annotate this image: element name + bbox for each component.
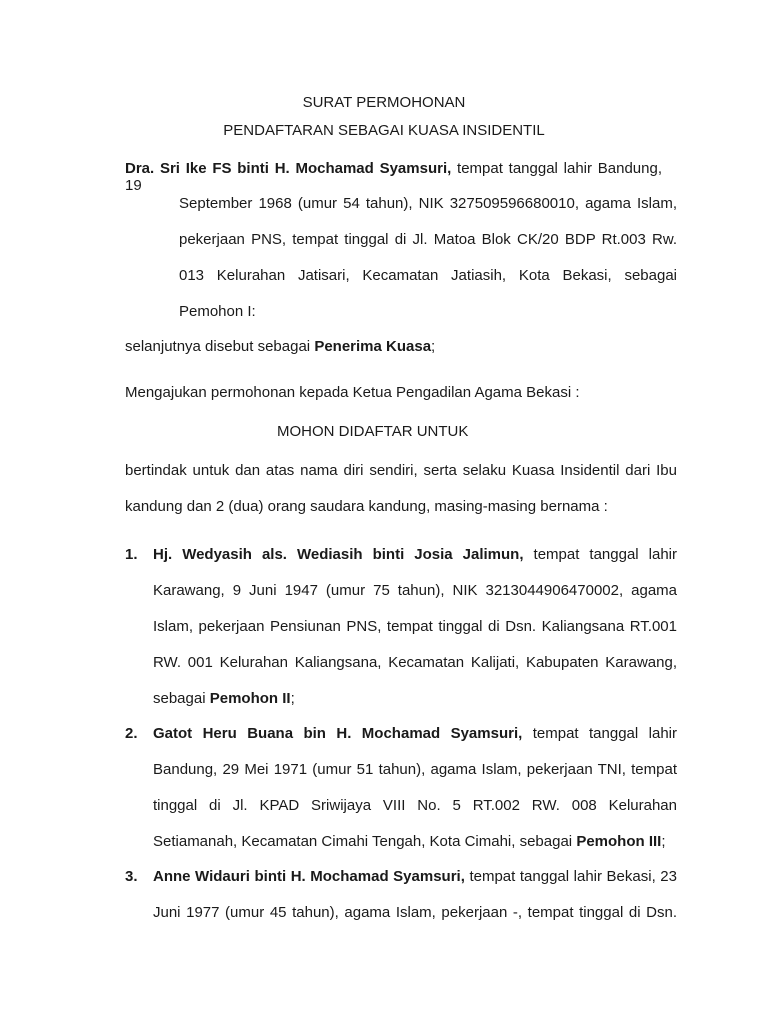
penerima-kuasa-label: Penerima Kuasa (314, 338, 432, 355)
penerima-kuasa-line (125, 338, 435, 355)
item1-line4: RW. 001 Kelurahan Kaliangsana, Kecamatan Kalijati, Kabupaten Karawang, (153, 654, 677, 671)
bertindak-line2: kandung dan 2 (dua) orang saudara kandung, masing-masing bernama : (125, 498, 608, 515)
item2-pemohon-label: Pemohon III (576, 833, 662, 850)
document-subtitle: PENDAFTARAN SEBAGAI KUASA INSIDENTIL (223, 122, 545, 139)
item2-line4-suffix: ; (661, 833, 666, 850)
item3-name: Anne Widauri binti H. Mochamad Syamsuri, (153, 868, 465, 885)
item1-pemohon-label: Pemohon II (209, 690, 291, 707)
item1-name: Hj. Wedyasih als. Wediasih binti Josia Jalimun, (153, 546, 524, 563)
item2-line1-rest: tempat tanggal lahir (532, 725, 678, 742)
penerima-prefix: selanjutnya disebut sebagai (125, 338, 311, 355)
pemohon1-line5: Pemohon I: (179, 303, 256, 320)
item1-line1 (153, 546, 677, 568)
pemohon1-line2: September 1968 (umur 54 tahun), NIK 327509596680010, agama Islam, (179, 195, 677, 212)
bertindak-line1: bertindak untuk dan atas nama diri sendiri, serta selaku Kuasa Insidentil dari Ibu (125, 462, 677, 479)
item1-line5-suffix: ; (290, 690, 295, 707)
item3-line1 (153, 868, 677, 890)
mohon-heading: MOHON DIDAFTAR UNTUK (277, 423, 469, 440)
document-title: SURAT PERMOHONAN (302, 94, 466, 111)
pemohon1-name: Dra. Sri Ike FS binti H. Mochamad Syamsuri, (125, 160, 452, 177)
pemohon1-line4: 013 Kelurahan Jatisari, Kecamatan Jatiasih, Kota Bekasi, sebagai (179, 267, 677, 284)
penerima-suffix: ; (431, 338, 436, 355)
item2-line3: tinggal di Jl. KPAD Sriwijaya VIII No. 5 RT.002 RW. 008 Kelurahan (153, 797, 677, 814)
item1-line1-rest: tempat tanggal lahir (533, 546, 678, 563)
pemohon1-line3: pekerjaan PNS, tempat tinggal di Jl. Matoa Blok CK/20 BDP Rt.003 Rw. (179, 231, 677, 248)
item3-line1-rest: tempat tanggal lahir Bekasi, 23 (469, 868, 677, 885)
item2-line4-prefix: Setiamanah, Kecamatan Cimahi Tengah, Kota Cimahi, sebagai (153, 833, 573, 850)
item3-line2: Juni 1977 (umur 45 tahun), agama Islam, pekerjaan -, tempat tinggal di Dsn. (153, 904, 677, 921)
item1-line2: Karawang, 9 Juni 1947 (umur 75 tahun), NIK 3213044906470002, agama (153, 582, 677, 599)
item1-line5-prefix: sebagai (153, 690, 206, 707)
pemohon1-line1 (125, 160, 662, 194)
item1-number: 1. (125, 546, 138, 563)
item2-line2: Bandung, 29 Mei 1971 (umur 51 tahun), agama Islam, pekerjaan TNI, tempat (153, 761, 677, 778)
mengajukan-line: Mengajukan permohonan kepada Ketua Pengadilan Agama Bekasi : (125, 384, 580, 401)
item1-line3: Islam, pekerjaan Pensiunan PNS, tempat tinggal di Dsn. Kaliangsana RT.001 (153, 618, 677, 635)
item2-line4 (153, 833, 666, 850)
item1-line5 (153, 690, 295, 707)
pemohon1-line1-rest: tempat tanggal lahir Bandung, 19 (125, 160, 662, 194)
item2-line1 (153, 725, 677, 747)
item2-name: Gatot Heru Buana bin H. Mochamad Syamsuri, (153, 725, 523, 742)
item3-number: 3. (125, 868, 138, 885)
item2-number: 2. (125, 725, 138, 742)
